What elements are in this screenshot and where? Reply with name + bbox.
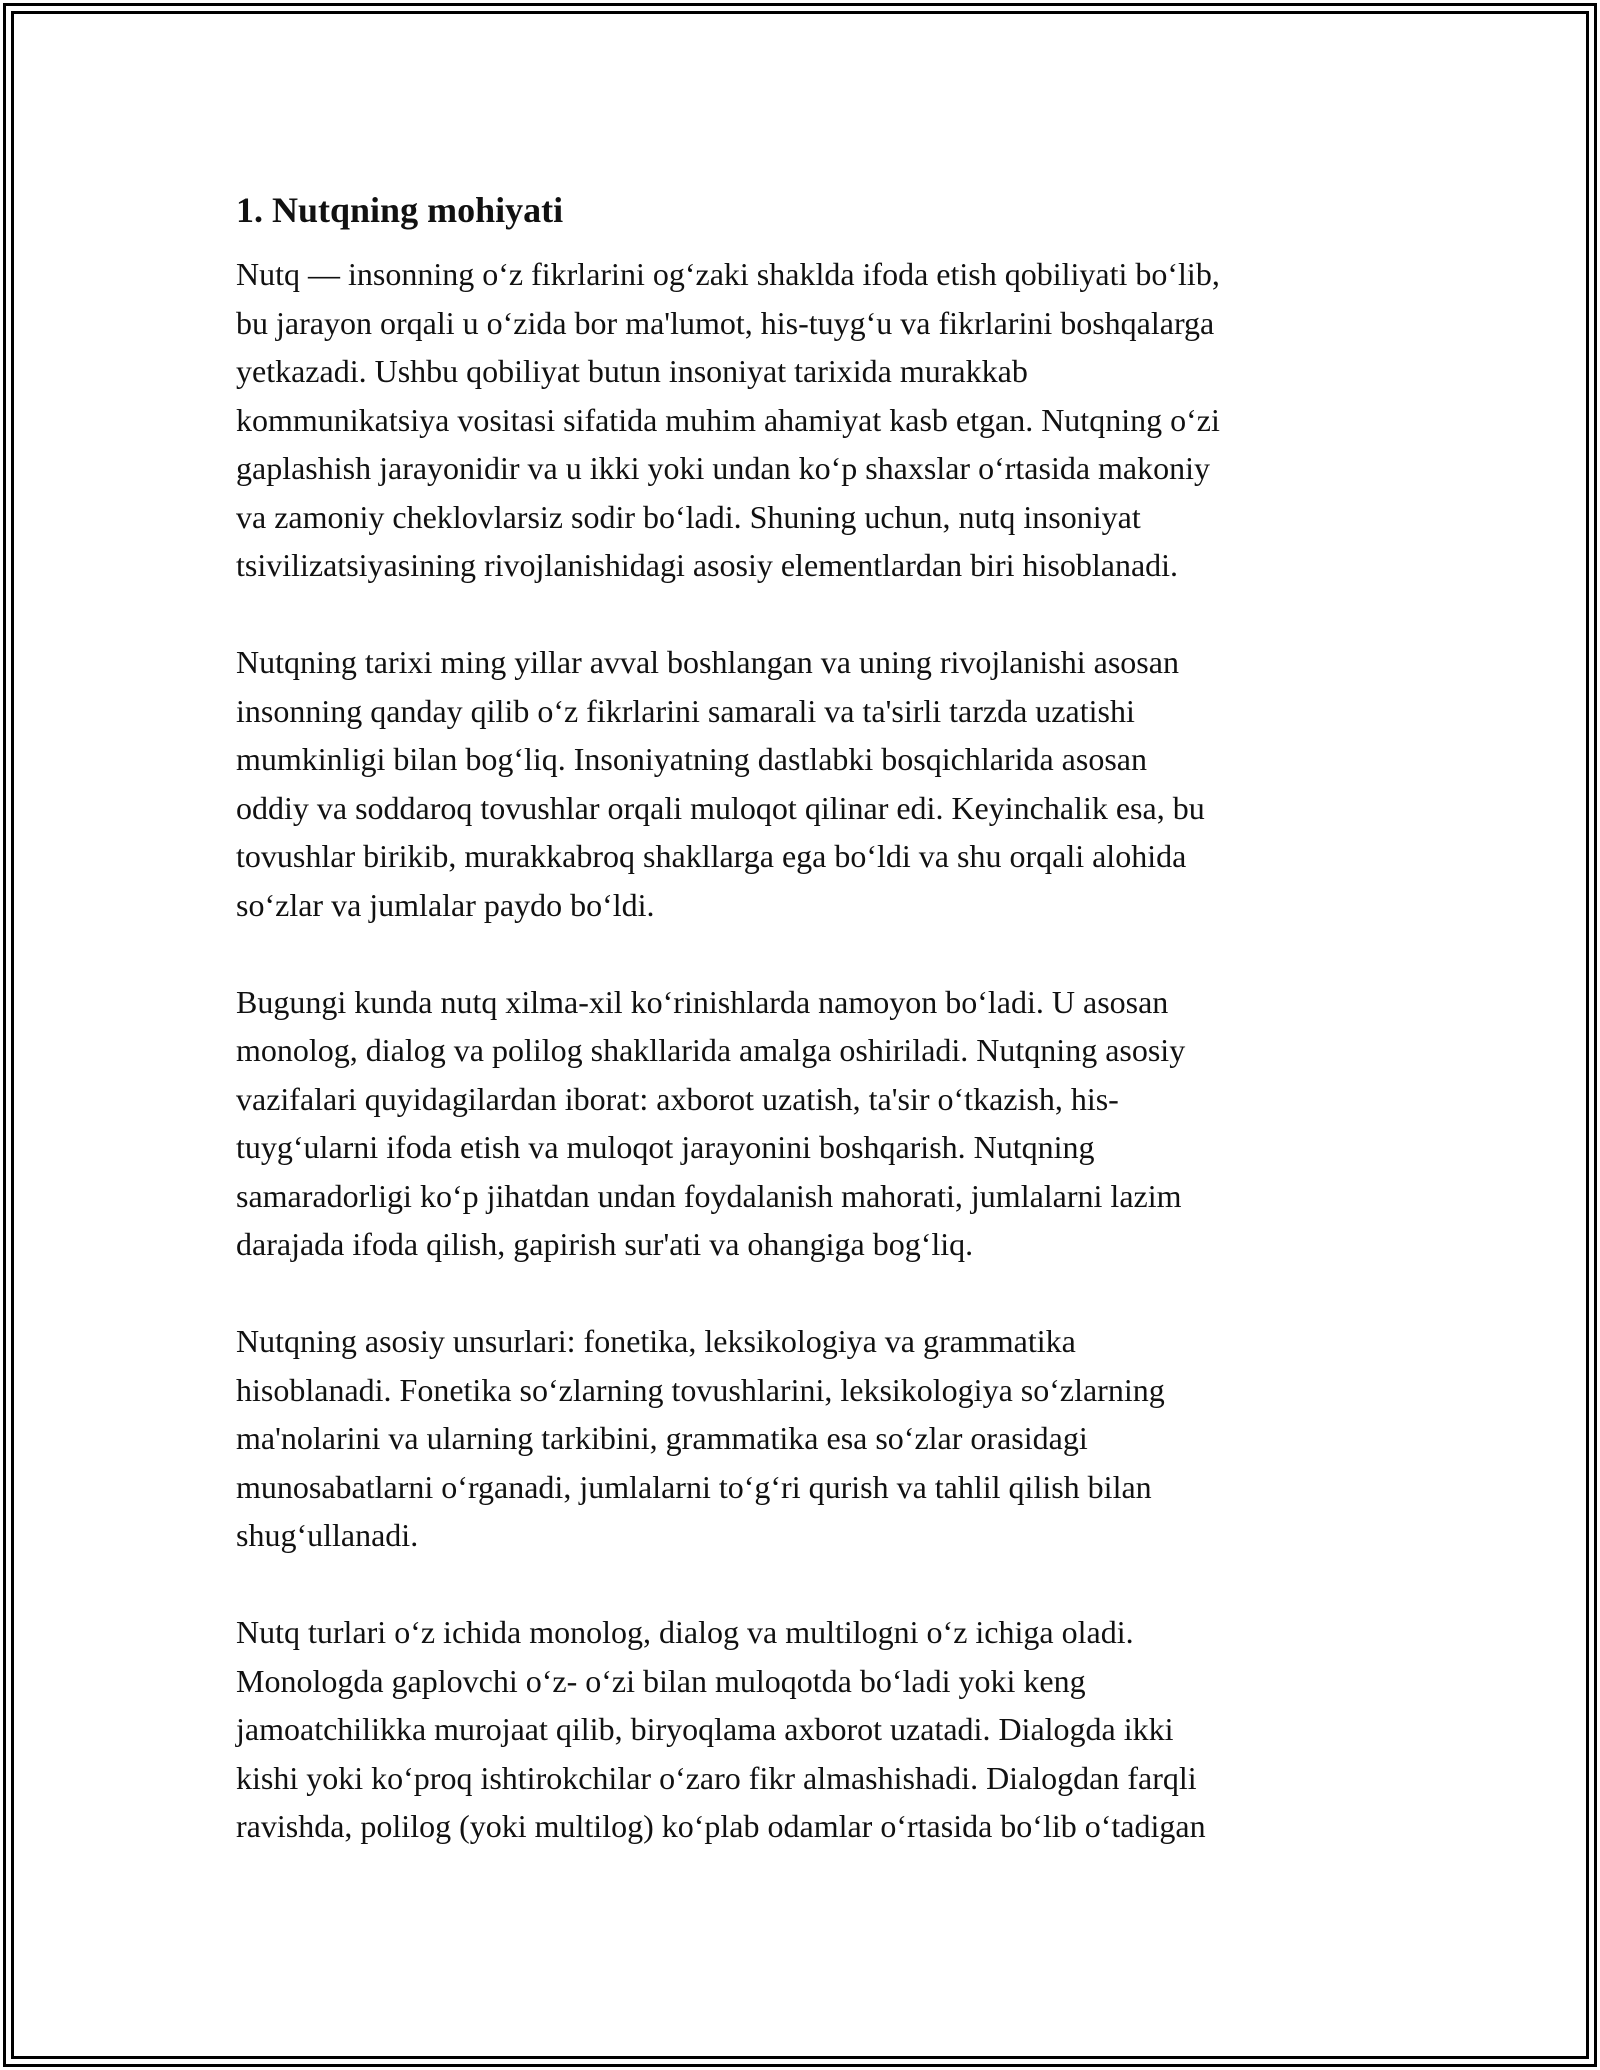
paragraph-line: hisoblanadi. Fonetika so‘zlarning tovushlarini, leksikologiya so‘zlarning xyxy=(236,1371,1165,1408)
paragraph-line: Nutq — insonning o‘z fikrlarini og‘zaki shaklda ifoda etish qobiliyati bo‘lib, xyxy=(236,256,1220,292)
paragraph-line: ravishda, polilog (yoki multilog) ko‘plab odamlar o‘rtasida bo‘lib o‘tadigan xyxy=(236,1808,1206,1844)
paragraph-line: Nutq turlari o‘z ichida monolog, dialog va multilogni o‘z ichiga oladi. xyxy=(236,1614,1134,1650)
paragraph-line: ma'nolarini va ularning tarkibini, grammatika esa so‘zlar orasidagi xyxy=(236,1420,1088,1456)
paragraph-line: tsivilizatsiyasining rivojlanishidagi asosiy elementlardan biri hisoblanadi. xyxy=(236,547,1179,583)
paragraph-line: monolog, dialog va polilog shakllarida amalga oshiriladi. Nutqning asosiy xyxy=(236,1032,1186,1068)
paragraph-5 xyxy=(236,1608,1376,1851)
section-heading: 1. Nutqning mohiyati xyxy=(236,190,564,230)
paragraph-line: shug‘ullanadi. xyxy=(236,1517,419,1553)
paragraph-line: jamoatchilikka murojaat qilib, biryoqlama axborot uzatadi. Dialogda ikki xyxy=(236,1711,1174,1747)
paragraph-line: va zamoniy cheklovlarsiz sodir bo‘ladi. Shuning uchun, nutq insoniyat xyxy=(236,498,1141,535)
paragraph-line: vazifalari quyidagilardan iborat: axborot uzatish, ta'sir o‘tkazish, his- xyxy=(236,1080,1119,1117)
paragraph-line: munosabatlarni o‘rganadi, jumlalarni to‘g‘ri qurish va tahlil qilish bilan xyxy=(236,1468,1152,1505)
paragraph-line: mumkinligi bilan bog‘liq. Insoniyatning dastlabki bosqichlarida asosan xyxy=(236,741,1147,777)
paragraph-line: gaplashish jarayonidir va u ikki yoki undan ko‘p shaxslar o‘rtasida makoniy xyxy=(236,450,1211,486)
paragraph-line: Monologda gaplovchi o‘z- o‘zi bilan muloqotda bo‘ladi yoki keng xyxy=(236,1662,1086,1699)
paragraph-line: insonning qanday qilib o‘z fikrlarini samarali va ta'sirli tarzda uzatishi xyxy=(236,692,1135,729)
paragraph-line: yetkazadi. Ushbu qobiliyat butun insoniyat tarixida murakkab xyxy=(236,353,1028,389)
paragraph-4 xyxy=(236,1317,1376,1560)
paragraph-2 xyxy=(236,638,1376,929)
paragraph-line: oddiy va soddaroq tovushlar orqali muloqot qilinar edi. Keyinchalik esa, bu xyxy=(236,789,1205,826)
paragraph-line: Nutqning asosiy unsurlari: fonetika, leksikologiya va grammatika xyxy=(236,1323,1076,1359)
paragraph-line: bu jarayon orqali u o‘zida bor ma'lumot, his-tuyg‘u va fikrlarini boshqalarga xyxy=(236,304,1215,341)
paragraph-3 xyxy=(236,978,1376,1269)
paragraph-line: darajada ifoda qilish, gapirish sur'ati va ohangiga bog‘liq. xyxy=(236,1226,974,1262)
paragraph-1 xyxy=(236,250,1376,590)
paragraph-line: kommunikatsiya vositasi sifatida muhim ahamiyat kasb etgan. Nutqning o‘zi xyxy=(236,401,1220,438)
paragraph-line: Bugungi kunda nutq xilma-xil ko‘rinishlarda namoyon bo‘ladi. U asosan xyxy=(236,983,1169,1020)
paragraph-line: samaradorligi ko‘p jihatdan undan foydalanish mahorati, jumlalarni lazim xyxy=(236,1177,1182,1214)
paragraph-line: Nutqning tarixi ming yillar avval boshlangan va uning rivojlanishi asosan xyxy=(236,644,1179,680)
document-body xyxy=(236,180,1376,1899)
paragraph-line: tovushlar birikib, murakkabroq shakllarga ega bo‘ldi va shu orqali alohida xyxy=(236,838,1187,874)
paragraph-line: kishi yoki ko‘proq ishtirokchilar o‘zaro fikr almashishadi. Dialogdan farqli xyxy=(236,1759,1197,1796)
paragraph-line: so‘zlar va jumlalar paydo bo‘ldi. xyxy=(236,886,655,923)
paragraph-line: tuyg‘ularni ifoda etish va muloqot jarayonini boshqarish. Nutqning xyxy=(236,1129,1095,1165)
